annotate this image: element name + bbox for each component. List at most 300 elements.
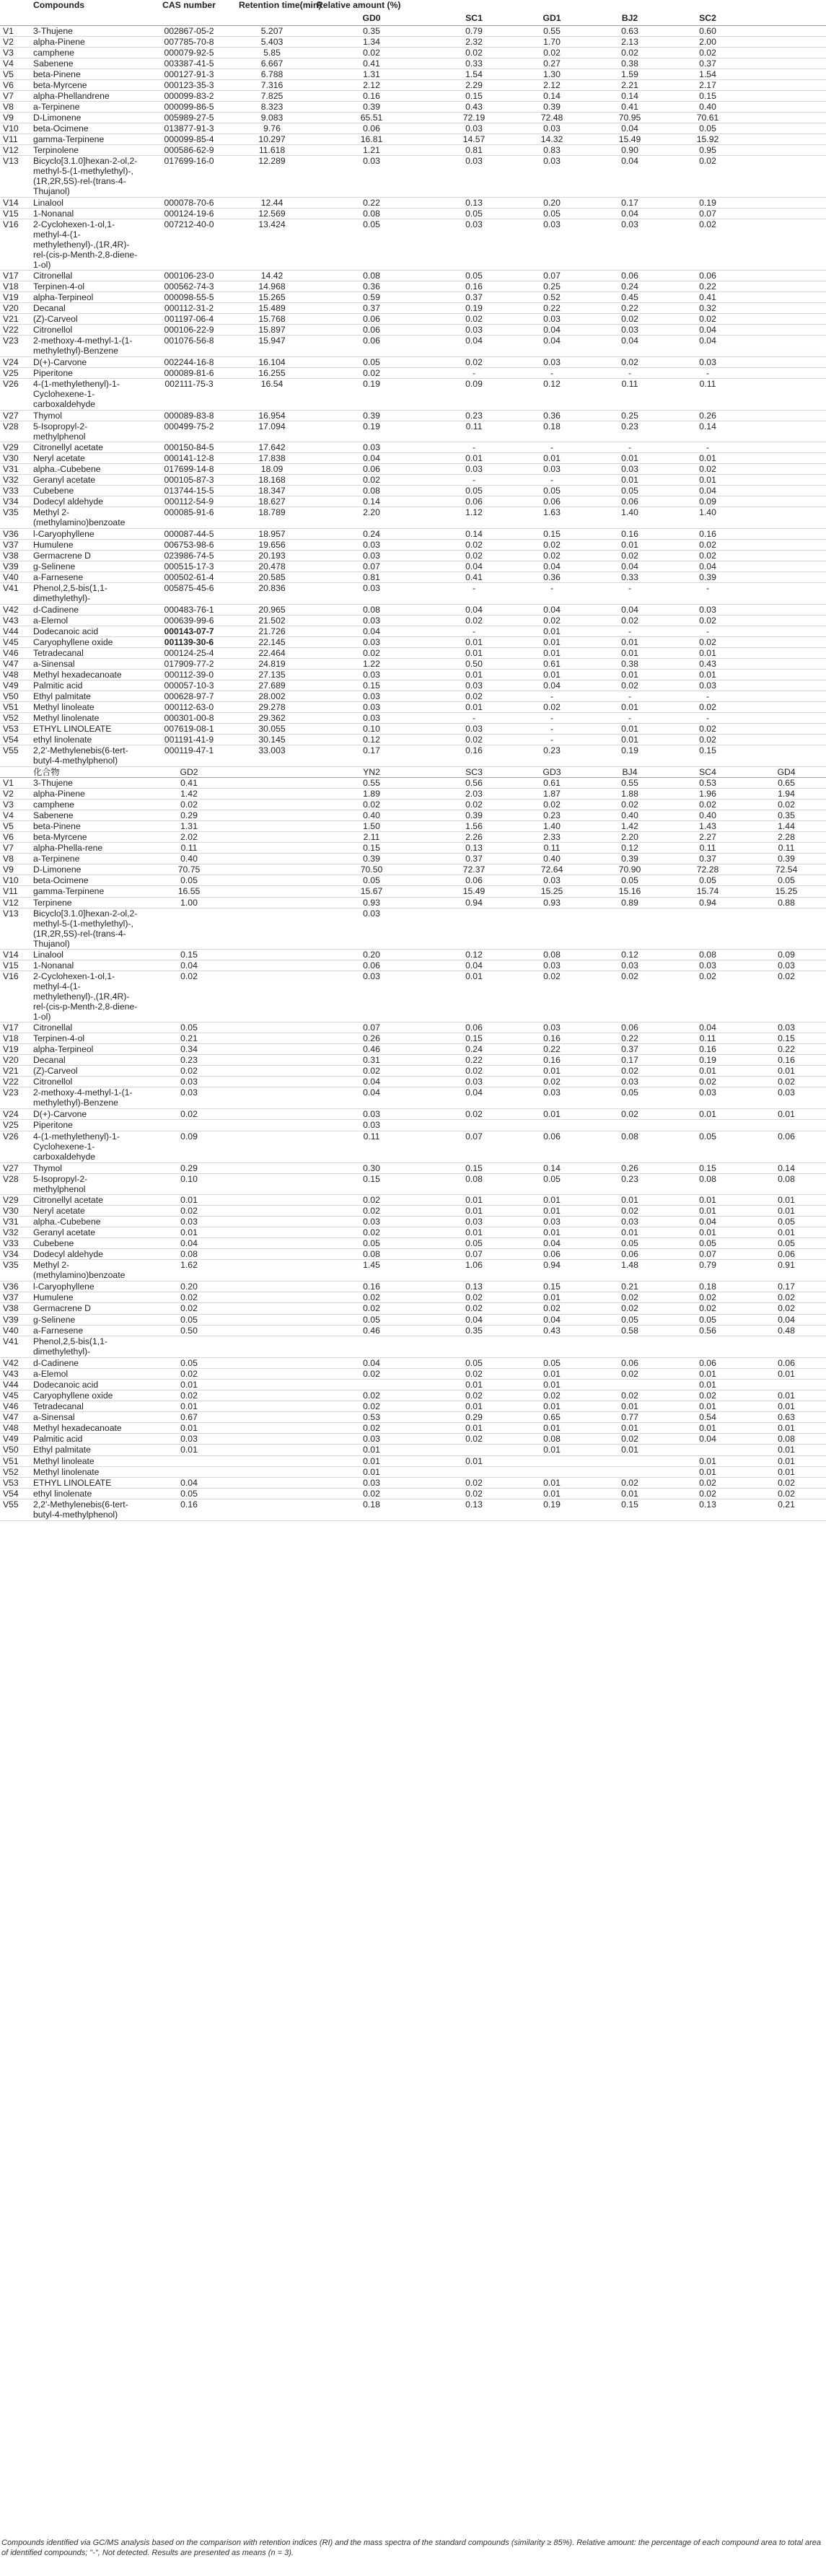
row-id: V25 [0,367,30,378]
compound-name: Dodecyl aldehyde [30,496,142,507]
retention-time: 18.09 [236,463,308,474]
table-row [0,144,826,155]
row-id: V11 [0,886,30,897]
relative-amount: 0.01 [308,1445,435,1455]
relative-amount: 0.05 [591,1238,669,1249]
relative-amount: 0.24 [308,528,435,539]
table-row [0,442,826,452]
compound-name: Decanal [30,1055,142,1066]
compound-name: Methyl 2-(methylamino)benzoate [30,1260,142,1282]
row-id: V24 [0,1109,30,1120]
relative-amount: 0.01 [747,1445,826,1455]
relative-amount: - [669,367,747,378]
relative-amount: 0.02 [669,723,747,734]
relative-amount: 0.11 [669,843,747,854]
relative-amount: 0.02 [142,1205,236,1216]
row-id: V41 [0,1336,30,1357]
relative-amount: 0.03 [435,463,513,474]
row-id: V11 [0,133,30,144]
cas-number: 000301-00-8 [142,712,236,723]
relative-amount: 0.01 [591,1401,669,1412]
relative-amount: 0.03 [308,550,435,561]
relative-amount: 0.04 [142,1238,236,1249]
relative-amount: 0.04 [435,604,513,615]
table-row [0,1033,826,1043]
compound-name: beta-Ocimene [30,123,142,133]
relative-amount: 0.08 [669,949,747,960]
relative-amount: 0.01 [669,1466,747,1477]
retention-time: 15.897 [236,324,308,335]
table-row [0,1249,826,1260]
relative-amount: - [591,691,669,701]
relative-amount: 1.70 [513,36,591,47]
row-id: V9 [0,864,30,875]
table-row [0,734,826,745]
table-row [0,79,826,90]
compound-name: 1-Nonanal [30,960,142,971]
relative-amount: 0.16 [308,1282,435,1292]
relative-amount: 0.03 [308,442,435,452]
table-row [0,1120,826,1131]
row-id: V37 [0,539,30,550]
relative-amount: 0.07 [308,1022,435,1033]
relative-amount: 0.33 [435,58,513,69]
table-row [0,1022,826,1033]
relative-amount: - [591,367,669,378]
cas-number: 000127-91-3 [142,69,236,79]
relative-amount: 0.05 [591,1087,669,1109]
row-id: V44 [0,626,30,636]
relative-amount: 0.02 [591,1292,669,1303]
table-row [0,1162,826,1173]
relative-amount [142,1336,236,1357]
compound-name: beta-Pinene [30,820,142,831]
table-row [0,1238,826,1249]
relative-amount: 0.02 [669,636,747,647]
relative-amount: 0.16 [513,1055,591,1066]
row-id: V53 [0,723,30,734]
relative-amount: 0.05 [591,1314,669,1325]
cas-number: 023986-74-5 [142,550,236,561]
relative-amount: 0.08 [435,1173,513,1194]
relative-amount [747,908,826,949]
relative-amount: 0.23 [591,421,669,442]
relative-amount: 0.35 [747,810,826,820]
relative-amount: 0.19 [435,302,513,313]
relative-amount: 2.29 [435,79,513,90]
relative-amount: - [669,626,747,636]
relative-amount: 0.01 [142,1423,236,1434]
relative-amount: 0.77 [591,1412,669,1423]
cas-number: 000078-70-6 [142,197,236,208]
relative-amount: 0.08 [308,208,435,219]
relative-amount: 0.06 [669,270,747,281]
relative-amount: 0.61 [513,777,591,788]
retention-time: 5.403 [236,36,308,47]
relative-amount: 1.31 [308,69,435,79]
relative-amount: 0.01 [513,1477,591,1488]
relative-amount: 0.02 [513,550,591,561]
relative-amount: 0.04 [308,626,435,636]
relative-amount: 0.04 [513,604,591,615]
relative-amount: 0.01 [669,452,747,463]
relative-amount: - [435,367,513,378]
relative-amount: 0.21 [142,1033,236,1043]
retention-time: 27.135 [236,669,308,680]
compound-name: (Z)-Carveol [30,313,142,324]
table-row [0,1055,826,1066]
relative-amount: 0.03 [435,155,513,197]
relative-amount: 0.02 [142,1292,236,1303]
relative-amount: 0.17 [308,745,435,766]
table-row [0,723,826,734]
row-id: V14 [0,197,30,208]
retention-time: 17.838 [236,452,308,463]
relative-amount: 0.06 [435,496,513,507]
cas-number: 000112-31-2 [142,302,236,313]
relative-amount: 0.03 [308,539,435,550]
cas-number: 017699-16-0 [142,155,236,197]
relative-amount: 0.08 [308,270,435,281]
relative-amount: 0.01 [513,1445,591,1455]
relative-amount: 0.01 [513,1292,591,1303]
retention-time: 18.627 [236,496,308,507]
relative-amount: 0.23 [513,810,591,820]
compound-name: a-Farnesene [30,1325,142,1336]
relative-amount: 72.54 [747,864,826,875]
table-row [0,378,826,410]
relative-amount: 0.03 [308,155,435,197]
relative-amount: 0.36 [308,281,435,292]
row-id: V8 [0,101,30,112]
relative-amount: 1.89 [308,788,435,799]
relative-amount: 0.15 [308,680,435,691]
relative-amount: 72.37 [435,864,513,875]
relative-amount: 0.03 [435,1216,513,1227]
relative-amount [747,1379,826,1390]
relative-amount: 0.02 [747,1303,826,1314]
row-id: V28 [0,1173,30,1194]
table-row [0,58,826,69]
row-id: V19 [0,1044,30,1055]
relative-amount: 0.06 [591,270,669,281]
relative-amount: - [513,734,591,745]
compound-name: 2-methoxy-4-methyl-1-(1-methylethyl)-Benzene [30,335,142,356]
table-row [0,604,826,615]
compound-name: gamma-Terpinene [30,133,142,144]
relative-amount: 0.01 [142,1194,236,1205]
relative-amount: 0.43 [513,1325,591,1336]
relative-amount: 0.15 [308,843,435,854]
compound-name: 1-Nonanal [30,208,142,219]
sample-header: SC1 [435,13,513,25]
table-row [0,1044,826,1055]
relative-amount: 1.42 [591,820,669,831]
row-id: V35 [0,507,30,528]
table-row [0,36,826,47]
table-row [0,313,826,324]
relative-amount: 2.27 [669,831,747,842]
relative-amount: 1.43 [669,820,747,831]
retention-time: 12.569 [236,208,308,219]
cas-number: 000123-35-3 [142,79,236,90]
relative-amount: 0.03 [669,356,747,367]
relative-amount: 1.12 [435,507,513,528]
compound-name: alpha-Terpineol [30,1044,142,1055]
row-id: V18 [0,1033,30,1043]
row-id: V10 [0,875,30,886]
relative-amount: 0.11 [669,378,747,410]
relative-amount [142,1455,236,1466]
cas-number: 000628-97-7 [142,691,236,701]
relative-amount [591,908,669,949]
compound-name: 2,2'-Methylenebis(6-tert-butyl-4-methylphenol) [30,1499,142,1520]
relative-amount: 0.02 [513,799,591,810]
relative-amount: 0.02 [513,1303,591,1314]
relative-amount: 15.92 [669,133,747,144]
relative-amount: 0.01 [591,474,669,485]
relative-amount: 0.59 [308,292,435,302]
relative-amount: 1.96 [669,788,747,799]
compound-name: Citronellal [30,270,142,281]
compound-name: 2-methoxy-4-methyl-1-(1-methylethyl)-Benzene [30,1087,142,1109]
table-row [0,669,826,680]
relative-amount: 0.11 [435,421,513,442]
relative-amount: 0.20 [513,197,591,208]
relative-amount: 15.25 [747,886,826,897]
relative-amount: 0.17 [591,1055,669,1066]
relative-amount: 0.94 [435,897,513,908]
relative-amount [669,908,747,949]
compound-name: Bicyclo[3.1.0]hexan-2-ol,2-methyl-5-(1-methylethyl)-,(1R,2R,5S)-rel-(trans-4-Thujanol) [30,908,142,949]
relative-amount: 0.02 [142,971,236,1022]
relative-amount: 0.01 [669,1423,747,1434]
relative-amount: 0.16 [435,281,513,292]
relative-amount: 0.02 [591,1303,669,1314]
relative-amount: 0.05 [142,1357,236,1368]
relative-amount: 0.14 [513,1162,591,1173]
relative-amount: 0.08 [142,1249,236,1260]
relative-amount: 0.03 [513,1022,591,1033]
relative-amount: 0.16 [308,90,435,101]
cas-number: 001076-56-8 [142,335,236,356]
table-row [0,123,826,133]
relative-amount: 0.02 [308,47,435,58]
relative-amount: - [669,712,747,723]
relative-amount: 0.04 [591,208,669,219]
relative-amount: 0.02 [591,615,669,626]
relative-amount: 0.39 [308,854,435,864]
row-id: V12 [0,144,30,155]
relative-amount: 0.03 [308,908,435,949]
row-id: V50 [0,1445,30,1455]
relative-amount: 0.02 [747,1292,826,1303]
row-id: V31 [0,1216,30,1227]
compound-name: Methyl hexadecanoate [30,1423,142,1434]
compound-name: 4-(1-methylethenyl)-1-Cyclohexene-1-carboxaldehyde [30,378,142,410]
row-id: V20 [0,302,30,313]
relative-amount: 0.05 [513,485,591,496]
relative-amount: 0.02 [308,1368,435,1379]
row-id: V39 [0,1314,30,1325]
relative-amount: 0.15 [513,1282,591,1292]
relative-amount: 0.02 [669,550,747,561]
relative-amount: 0.08 [747,1434,826,1445]
relative-amount: - [513,691,591,701]
retention-time: 11.618 [236,144,308,155]
header-cas-number: CAS number [162,0,216,10]
relative-amount: 0.04 [669,335,747,356]
compound-name: alpha-Terpineol [30,292,142,302]
table-row [0,69,826,79]
table-row [0,1466,826,1477]
relative-amount: 0.03 [308,669,435,680]
relative-amount: 0.13 [435,1282,513,1292]
relative-amount: 0.04 [513,680,591,691]
relative-amount: 0.23 [513,745,591,766]
cas-number: 003387-41-5 [142,58,236,69]
compound-name: alpha-Pinene [30,36,142,47]
row-id: V6 [0,79,30,90]
relative-amount: 0.05 [435,208,513,219]
cas-number: 017699-14-8 [142,463,236,474]
table-row [0,1131,826,1162]
table-row [0,550,826,561]
compound-name: Thymol [30,1162,142,1173]
relative-amount: 0.41 [591,101,669,112]
relative-amount [308,1379,435,1390]
relative-amount: 0.24 [435,1044,513,1055]
relative-amount: 0.01 [747,1390,826,1401]
retention-time: 6.667 [236,58,308,69]
compound-name: Methyl linoleate [30,701,142,712]
cas-number: 000089-83-8 [142,410,236,421]
relative-amount: 0.05 [669,1314,747,1325]
relative-amount: 0.02 [669,539,747,550]
relative-amount: 0.63 [747,1412,826,1423]
compound-name: l-Caryophyllene [30,528,142,539]
table-row [0,908,826,949]
row-id: V42 [0,604,30,615]
relative-amount: 0.03 [308,1120,435,1131]
retention-time: 12.44 [236,197,308,208]
compound-name: Palmitic acid [30,1434,142,1445]
retention-time: 14.42 [236,270,308,281]
relative-amount: 0.01 [435,971,513,1022]
cas-number: 000119-47-1 [142,745,236,766]
relative-amount: 0.04 [435,1314,513,1325]
compound-name: Geranyl acetate [30,1227,142,1237]
relative-amount: 0.05 [142,1314,236,1325]
relative-amount: 0.03 [513,960,591,971]
retention-time: 16.954 [236,410,308,421]
cas-number: 000562-74-3 [142,281,236,292]
table-row [0,133,826,144]
relative-amount: 0.08 [669,1173,747,1194]
table-row [0,854,826,864]
table-row [0,155,826,197]
relative-amount: 0.79 [435,25,513,36]
relative-amount: 0.06 [435,875,513,886]
compound-name: Phenol,2,5-bis(1,1-dimethylethyl)- [30,1336,142,1357]
table-row [0,680,826,691]
relative-amount: 0.19 [669,1055,747,1066]
relative-amount: 0.02 [591,971,669,1022]
table-row [0,636,826,647]
relative-amount: 0.05 [669,123,747,133]
relative-amount: 0.01 [435,452,513,463]
retention-time: 9.083 [236,112,308,123]
relative-amount: 0.01 [669,1194,747,1205]
row-id: V45 [0,1390,30,1401]
relative-amount: 0.01 [669,1066,747,1077]
compound-name: D(+)-Carvone [30,1109,142,1120]
relative-amount: 2.13 [591,36,669,47]
row-id: V32 [0,1227,30,1237]
relative-amount: 0.29 [142,810,236,820]
row-id: V5 [0,820,30,831]
relative-amount: 0.02 [513,971,591,1022]
row-id: V40 [0,1325,30,1336]
relative-amount: 0.03 [308,636,435,647]
table-row [0,571,826,582]
relative-amount: 0.12 [308,734,435,745]
relative-amount: 0.04 [591,604,669,615]
relative-amount: 0.01 [747,1205,826,1216]
compound-name: ethyl linolenate [30,734,142,745]
compound-name: Piperitone [30,367,142,378]
relative-amount: 2.00 [669,36,747,47]
row-id: V48 [0,669,30,680]
cas-number: 000141-12-8 [142,452,236,463]
relative-amount: 0.06 [308,960,435,971]
relative-amount: 0.02 [308,1194,435,1205]
table-header-row [0,0,826,13]
cas-number: 000502-61-4 [142,571,236,582]
retention-time: 24.819 [236,658,308,669]
row-id: V38 [0,550,30,561]
relative-amount: 0.04 [591,561,669,571]
relative-amount [747,1336,826,1357]
relative-amount: 0.07 [435,1249,513,1260]
cas-number: 000087-44-5 [142,528,236,539]
relative-amount: 0.61 [513,658,591,669]
second-header-row [0,766,826,777]
relative-amount: 0.01 [747,1368,826,1379]
row-id: V46 [0,647,30,658]
relative-amount: 0.03 [308,1216,435,1227]
relative-amount: 0.02 [591,313,669,324]
relative-amount: 0.81 [308,571,435,582]
relative-amount: 1.62 [142,1260,236,1282]
relative-amount: 0.01 [669,1109,747,1120]
relative-amount: 0.55 [591,777,669,788]
relative-amount: 0.39 [308,410,435,421]
relative-amount: 0.01 [669,1227,747,1237]
compound-name: Citronellal [30,1022,142,1033]
relative-amount: 0.15 [142,949,236,960]
relative-amount: 2.26 [435,831,513,842]
relative-amount: 0.22 [591,302,669,313]
cas-number: 013877-91-3 [142,123,236,133]
relative-amount [669,1336,747,1357]
cas-number: 006753-98-6 [142,539,236,550]
row-id: V34 [0,1249,30,1260]
table-row [0,1205,826,1216]
relative-amount: 0.13 [435,843,513,854]
table-row [0,281,826,292]
relative-amount: 0.03 [669,960,747,971]
